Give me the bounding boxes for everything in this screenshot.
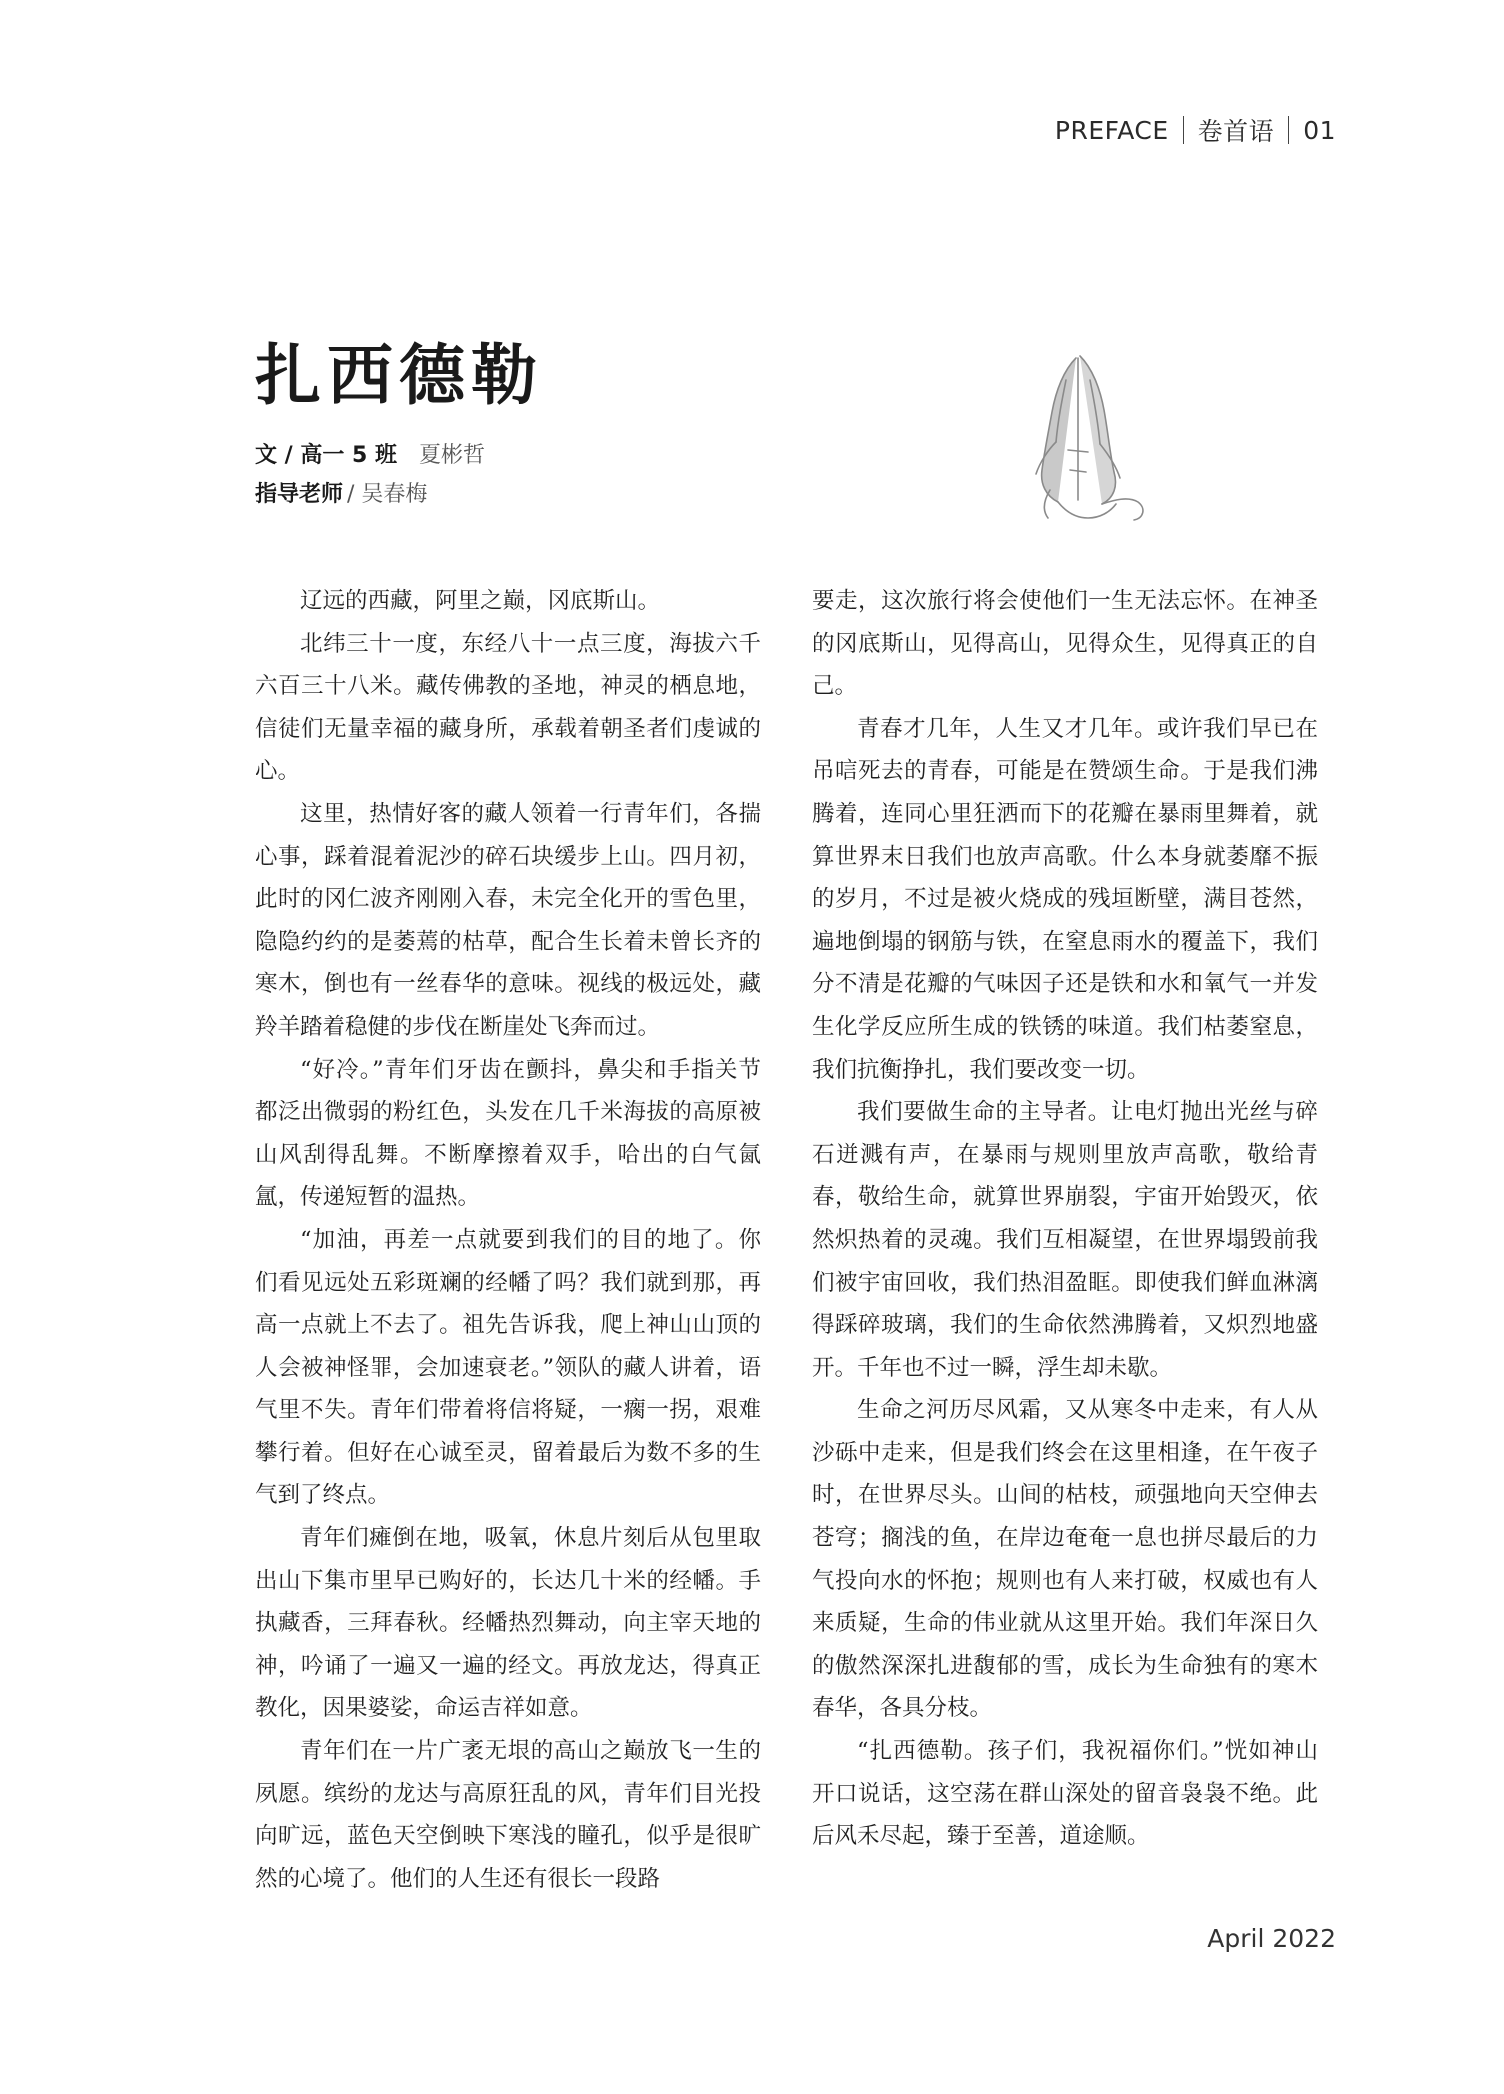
paragraph: 这里，热情好客的藏人领着一行青年们，各揣心事，踩着混着泥沙的碎石块缓步上山。四月初，此时的冈仁波齐刚刚入春，未完全化开的雪色里，隐隐约约的是萎蔫的枯草，配合生长着未曾长齐的寒木，倒也有一丝春华的意味。视线的极远处，藏羚羊踏着稳健的步伐在断崖处飞奔而过。	[255, 800, 761, 1040]
paragraph: “好冷。”青年们牙齿在颤抖，鼻尖和手指关节都泛出微弱的粉红色，头发在几千米海拔的高原被山风刮得乱舞。不断摩擦着双手，哈出的白气氤氲，传递短暂的温热。	[255, 1056, 761, 1211]
paragraph: 青春才几年，人生又才几年。或许我们早已在吊唁死去的青春，可能是在赞颂生命。于是我们沸腾着，连同心里狂洒而下的花瓣在暴雨里舞着，就算世界末日我们也放声高歌。什么本身就萎靡不振的岁月，不过是被火烧成的残垣断壁，满目苍然，遍地倒塌的钢筋与铁，在窒息雨水的覆盖下，我们分不清是花瓣的气味因子还是铁和水和氧气一并发生化学反应所生成的铁锈的味道。我们枯萎窒息，我们抗衡挣扎，我们要改变一切。	[812, 715, 1318, 1083]
text-column-right	[812, 580, 1318, 1858]
page-header	[1055, 112, 1336, 148]
paragraph: 青年们在一片广袤无垠的高山之巅放飞一生的夙愿。缤纷的龙达与高原狂乱的风，青年们目光投向旷远，蓝色天空倒映下寒浅的瞳孔，似乎是很旷然的心境了。他们的人生还有很长一段路	[255, 1738, 761, 1892]
teacher-name: / 吴春梅	[347, 482, 428, 507]
paragraph: “加油，再差一点就要到我们的目的地了。你们看见远处五彩斑斓的经幡了吗？我们就到那，再高一点就上不去了。祖先告诉我，爬上神山山顶的人会被神怪罪，会加速衰老。”领队的藏人讲着，语气里不失。青年们带着将信将疑，一瘸一拐，艰难攀行着。但好在心诚至灵，留着最后为数不多的生气到了终点。	[255, 1226, 761, 1509]
paragraph: 生命之河历尽风霜，又从寒冬中走来，有人从沙砾中走来，但是我们终会在这里相逢，在午夜子时，在世界尽头。山间的枯枝，顽强地向天空伸去苍穹；搁浅的鱼，在岸边奄奄一息也拼尽最后的力气投向水的怀抱；规则也有人来打破，权威也有人来质疑，生命的伟业就从这里开始。我们年深日久的傲然深深扎进馥郁的雪，成长为生命独有的寒木春华，各具分枝。	[812, 1397, 1318, 1722]
paragraph: 青年们瘫倒在地，吸氧，休息片刻后从包里取出山下集市里早已购好的，长达几十米的经幡。手执藏香，三拜春秋。经幡热烈舞动，向主宰天地的神，吟诵了一遍又一遍的经文。再放龙达，得真正教化，因果婆娑，命运吉祥如意。	[255, 1525, 761, 1722]
paragraph: 辽远的西藏，阿里之巅，冈底斯山。	[300, 588, 661, 614]
paragraph: 我们要做生命的主导者。让电灯抛出光丝与碎石迸溅有声，在暴雨与规则里放声高歌，敬给青春，敬给生命，就算世界崩裂，宇宙开始毁灭，依然炽热着的灵魂。我们互相凝望，在世界塌毁前我们被宇宙回收，我们热泪盈眶。即使我们鲜血淋漓得踩碎玻璃，我们的生命依然沸腾着，又炽烈地盛开。千年也不过一瞬，浮生却未歇。	[812, 1099, 1318, 1381]
author-name: 夏彬哲	[418, 443, 485, 468]
praying-hands-icon	[1006, 350, 1156, 525]
header-divider	[1183, 116, 1184, 144]
page-number: 01	[1303, 115, 1336, 145]
author-label: 文 / 高一 5 班	[255, 443, 397, 468]
paragraph: “扎西德勒。孩子们，我祝福你们。”恍如神山开口说话，这空荡在群山深处的留音袅袅不绝。此后风禾尽起，臻于至善，道途顺。	[812, 1738, 1318, 1850]
section-label-cn: 卷首语	[1197, 117, 1275, 146]
teacher-label: 指导老师	[255, 482, 344, 507]
header-divider	[1288, 116, 1289, 144]
section-label-en: PREFACE	[1054, 115, 1169, 145]
paragraph: 北纬三十一度，东经八十一点三度，海拔六千六百三十八米。藏传佛教的圣地，神灵的栖息地，信徒们无量幸福的藏身所，承载着朝圣者们虔诚的心。	[255, 630, 761, 785]
issue-date: April 2022	[1207, 1924, 1336, 1953]
text-column-left	[255, 580, 761, 1900]
author-line	[255, 438, 485, 469]
article-title: 扎西德勒	[255, 337, 543, 414]
teacher-line	[255, 477, 427, 508]
paragraph-continued: 要走，这次旅行将会使他们一生无法忘怀。在神圣的冈底斯山，见得高山，见得众生，见得真正的自己。	[812, 588, 1318, 700]
